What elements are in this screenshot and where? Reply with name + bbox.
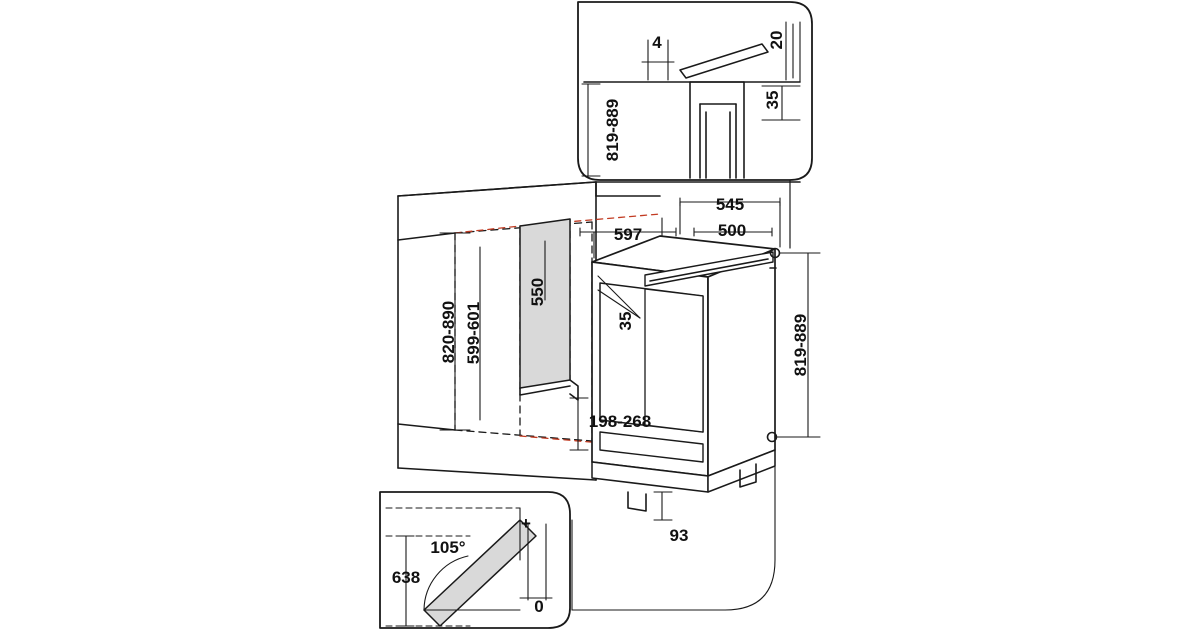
dim-20: 20 [767, 30, 786, 50]
dim-820-890: 820-890 [439, 300, 458, 364]
dim-597: 597 [613, 225, 643, 244]
dim-638: 638 [391, 568, 421, 587]
appliance-body [592, 236, 780, 511]
dim-4: 4 [652, 33, 662, 52]
dim-35-detail: 35 [763, 90, 782, 110]
dim-599-601: 599-601 [464, 301, 483, 365]
dim-105-degrees: 105° [430, 538, 466, 557]
dim-0: 0 [534, 597, 544, 616]
dim-550: 550 [528, 277, 547, 307]
dim-198-268: 198-268 [588, 412, 652, 431]
dim-500: 500 [717, 221, 747, 240]
dim-plus-marker: + [521, 514, 531, 533]
dim-545: 545 [715, 195, 745, 214]
dim-819-889-detail: 819-889 [603, 98, 622, 162]
dim-35-main: 35 [616, 311, 635, 331]
dim-93: 93 [669, 526, 689, 545]
dim-819-889-main: 819-889 [791, 313, 810, 377]
side-panel [520, 219, 578, 400]
